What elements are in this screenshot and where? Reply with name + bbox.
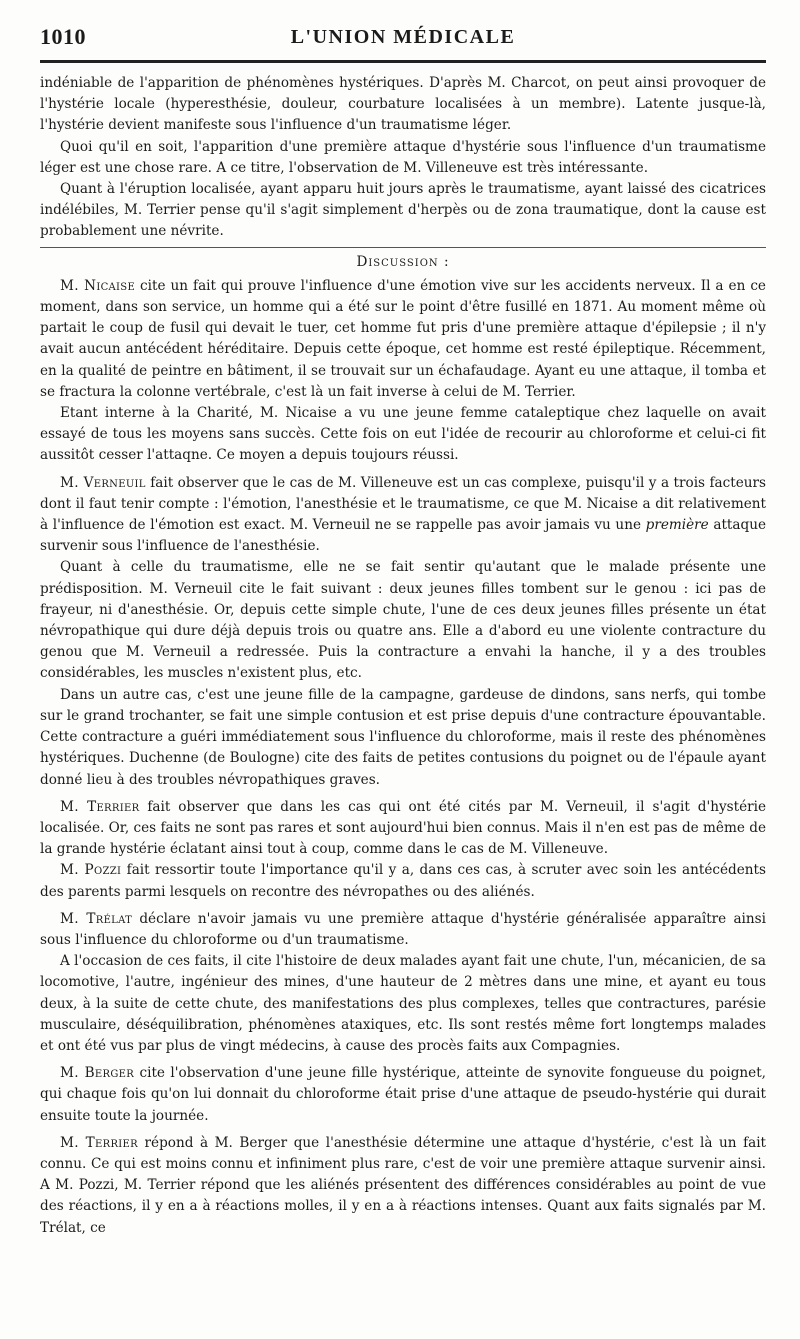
entry-text: déclare n'avoir jamais vu une première attaque d'hystérie généralisée apparaître ainsi sous l'influence du chloroforme ou d'un traumatisme. (40, 910, 766, 948)
journal-title: L'UNION MÉDICALE (290, 26, 516, 48)
entry-text: attaque survenir sous l'influence de l'anesthésie. (40, 517, 766, 555)
running-head (40, 20, 766, 50)
paragraph: Quant à l'éruption localisée, ayant apparu huit jours après le traumatisme, ayant laissé des cicatrices indélébiles, M. Terrier pense qu'il s'agit simplement d'herpès ou de zona traumatique, dont la cause est probablement une névrite. (40, 181, 766, 240)
discussion-heading: Discussion : (356, 253, 450, 270)
paragraph: indéniable de l'apparition de phénomènes hystériques. D'après M. Charcot, on peut ainsi provoquer de l'hystérie locale (hyperesthésie, douleur, courbature localisées à un membre). Latente jusque-là, l'hystérie devient manifeste sous l'influence d'un traumatisme léger. (40, 75, 766, 134)
speaker-name: M. Trélat (60, 910, 133, 927)
entry-text: fait ressortir toute l'importance qu'il y a, dans ces cas, à scruter avec soin les antécédents des parents parmi lesquels on recontre des névropathes ou des aliénés. (40, 862, 766, 900)
article-body (40, 73, 766, 1239)
discussion-entry (40, 797, 766, 861)
speaker-name: M. Berger (60, 1065, 135, 1082)
header-rule (40, 60, 766, 63)
discussion-continuation: Etant interne à la Charité, M. Nicaise a vu une jeune femme cataleptique chez laquelle on avait essayé de tous les moyens sans succès. Cette fois on eut l'idée de recourir au chloroforme et celui-ci fit aussitôt cesser l'attaqne. Ce moyen a depuis toujours réussi. (40, 405, 766, 464)
discussion-continuation: Quant à celle du traumatisme, elle ne se fait sentir qu'autant que le malade présente une prédisposition. M. Verneuil cite le fait suivant : deux jeunes filles tombent sur le genou : ici pas de frayeur, ni d'anesthésie. Or, depuis cette simple chute, l'une de ces deux jeunes filles présente un état névropathique qui dure déjà depuis trois ou quatre ans. Elle a d'abord eu une violente contracture du genou que M. Verneuil a redressée. Puis la contracture a envahi la hanche, il y a des troubles considérables, les muscles n'existent plus, etc. (40, 559, 766, 682)
speaker-name: M. Pozzi (60, 862, 122, 879)
entry-text: cite un fait qui prouve l'influence d'une émotion vive sur les accidents nerveux. Il a en ce moment, dans son service, un homme qui a été sur le point d'être fusillé en 1871. Au moment même où partait le coup de fusil qui devait le tuer, cet homme fut pris d'une première attaque d'épilepsie ; il n'y avait aucun antécédent héréditaire. Depuis cette époque, cet homme est resté épileptique. Récemment, en la qualité de peintre en bâtiment, il se trouvait sur un échafaudage. Ayant eu une attaque, il tomba et se fractura la colonne vertébrale, c'est là un fait inverse à celui de M. Terrier. (40, 277, 766, 400)
entry-text: cite l'observation d'une jeune fille hystérique, atteinte de synovite fongueuse du poignet, qui chaque fois qu'on lui donnait du chloroforme était prise d'une attaque de pseudo-hystérie qui durait ensuite toute la journée. (40, 1065, 766, 1124)
entry-text: fait observer que dans les cas qui ont été cités par M. Verneuil, il s'agit d'hystérie localisée. Or, ces faits ne sont pas rares et sont aujourd'hui bien connus. Mais il n'en est pas de même de la grande hystérie éclatant ainsi tout à coup, comme dans le cas de M. Villeneuve. (40, 798, 767, 858)
speaker-name: M. Terrier (60, 798, 140, 815)
section-separator (40, 247, 766, 248)
speaker-name: M. Terrier (60, 1134, 138, 1151)
discussion-continuation: Dans un autre cas, c'est une jeune fille de la campagne, gardeuse de dindons, sans nerfs, qui tombe sur le grand trochanter, se fait une simple contusion et est prise depuis d'une contracture épouvantable. Cette contracture a guéri immédiatement sous l'influence du chloroforme, mais il reste des phénomènes hystériques. Duchenne (de Boulogne) cite des faits de petites contusions du poignet ou de l'épaule ayant donné lieu à des troubles névropathiques graves. (40, 686, 766, 788)
discussion-entry (40, 909, 766, 951)
discussion-entry (40, 860, 766, 902)
entry-text: répond à M. Berger que l'anesthésie détermine une attaque d'hystérie, c'est là un fait connu. Ce qui est moins connu et infiniment plus rare, c'est de voir une première attaque survenir ainsi. A M. Pozzi, M. Terrier répond que les aliénés présentent des différences considérables au point de vue des réactions, il y en a à réactions molles, il y en a à réactions intenses. Quant aux faits signalés par M. Trélat, ce (40, 1134, 767, 1236)
discussion-entry (40, 1063, 766, 1127)
page-number: 1010 (40, 24, 86, 49)
discussion-entry (40, 473, 766, 558)
paragraph: Quoi qu'il en soit, l'apparition d'une première attaque d'hystérie sous l'influence d'un traumatisme léger est une chose rare. A ce titre, l'observation de M. Villeneuve est très intéressante. (40, 138, 766, 176)
entry-text: fait observer que le cas de M. Villeneuve est un cas complexe, puisqu'il y a trois facteurs dont il faut tenir compte : l'émotion, l'anesthésie et le traumatisme, ce que M. Nicaise a dit relativement à l'influence de l'émotion est exact. M. Verneuil ne se rappelle pas avoir jamais vu une (40, 474, 766, 534)
discussion-entry (40, 1133, 766, 1239)
speaker-name: M. Verneuil (60, 474, 146, 491)
discussion-entry (40, 276, 766, 403)
emphasis-text: première (645, 517, 709, 534)
discussion-continuation: A l'occasion de ces faits, il cite l'histoire de deux malades ayant fait une chute, l'un, mécanicien, de sa locomotive, l'autre, ingénieur des mines, d'une hauteur de 2 mètres dans une mine, et ayant eu tous deux, à la suite de cette chute, des manifestations des plus complexes, telles que contractures, parésie musculaire, déséquilibration, phénomènes ataxiques, etc. Ils sont restés même fort longtemps malades et ont été vus par plus de vingt médecins, à cause des procès faits aux Compagnies. (40, 953, 766, 1054)
speaker-name: M. Nicaise (60, 277, 136, 294)
